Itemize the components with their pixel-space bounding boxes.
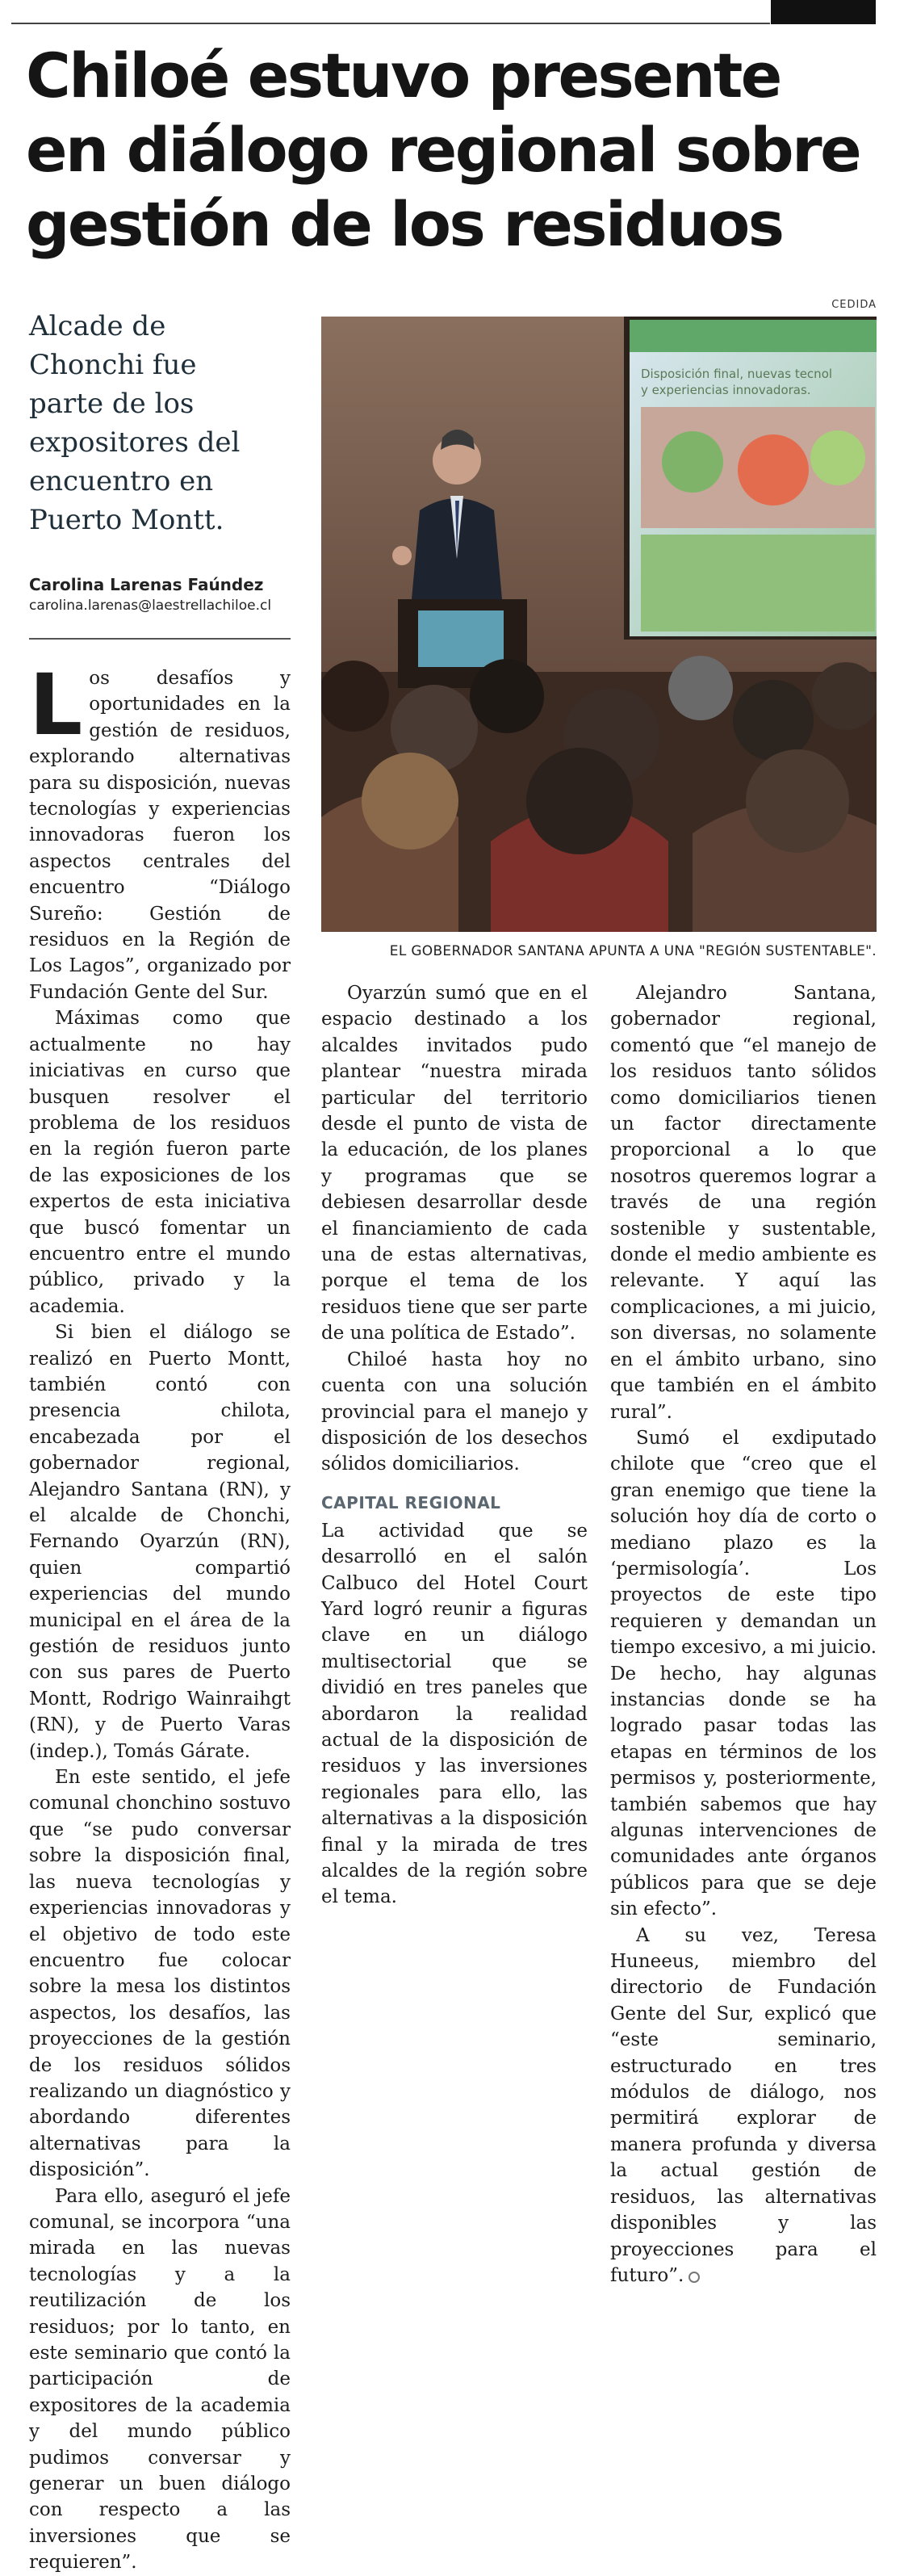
body-column-3 <box>610 980 877 2289</box>
paragraph-5: Para ello, aseguró el jefe comunal, se incorpora “una mirada en las nuevas tecnologías y a la reutilización de los residuos; por lo tanto, en este seminario que contó la participación de expositores de la academia y del mundo público pudimos conversar y generar un buen diálogo con respecto a las inversiones que se requieren”. <box>29 2185 291 2574</box>
photo-caption: EL GOBERNADOR SANTANA APUNTA A UNA "REGIÓN SUSTENTABLE". <box>389 943 877 959</box>
paragraph-3: Si bien el diálogo se realizó en Puerto Montt, también contó con presencia chilota, encabezada por el gobernador regional, Alejandro Santana (RN), y el alcalde de Chonchi, Fernando Oyarzún (RN), quien compartió experiencias del mundo municipal en el área de la gestión de residuos junto con sus pares de Puerto Montt, Rodrigo Wainraihgt (RN), y de Puerto Varas (indep.), Tomás Gárate. <box>29 1322 291 1762</box>
body-column-1 <box>29 656 291 2576</box>
paragraph-7: Chiloé hasta hoy no cuenta con una solución provincial para el manejo y disposición de los desechos sólidos domiciliarios. <box>321 1349 588 1475</box>
article-photo <box>321 317 877 932</box>
author-email: carolina.larenas@laestrellachiloe.cl <box>29 598 272 614</box>
paragraph-1-text: os desafíos y oportunidades en la gestión de residuos, explorando alternativas para su disposición, nuevas tecnologías y experiencias innovadoras fueron los aspectos centrales del encuentro “Diálogo Sureño: Gestión de residuos en la Región de Los Lagos”, organizado por Fundación Gente del Sur. <box>29 668 291 1003</box>
headline: Chiloé estuvo presente en diálogo regional sobre gestión de los residuos <box>26 40 860 260</box>
byline-rule <box>29 638 291 640</box>
paragraph-8: La actividad que se desarrolló en el salón Calbuco del Hotel Court Yard logró reunir a figuras clave en un diálogo multisectorial que se dividió en tres paneles que abordaron la realidad actual de la disposición de residuos y las inversiones regionales para ello, las alternativas a la disposición final y la mirada de tres alcaldes de la región sobre el tema. <box>321 1520 588 1908</box>
byline <box>29 573 295 615</box>
paragraph-2: Máximas como que actualmente no hay iniciativas en curso que busquen resolver el problema de los residuos en la región fueron parte de las exposiciones de los expertos de esta iniciativa que buscó fomentar un encuentro entre el mundo público, privado y la academia. <box>29 1008 291 1317</box>
paragraph-9: Alejandro Santana, gobernador regional, comentó que “el manejo de los residuos tanto sólidos como domiciliarios tienen un factor directamente proporcional a lo que nosotros queremos lograr a través de una región sostenible y sustentable, donde el medio ambiente es relevante. Y aquí las complicaciones, a mi juicio, son diversas, no solamente en el ámbito urbano, sino que también en el ámbito rural”. <box>610 983 877 1423</box>
end-mark-icon <box>688 2272 700 2283</box>
paragraph-4: En este sentido, el jefe comunal chonchino sostuvo que “se pudo conversar sobre la disposición final, las nueva tecnologías y experiencias innovadoras y el objetivo de todo este encuentro fue colocar sobre la mesa los distintos aspectos, los desafíos, las proyecciones de la gestión de los residuos sólidos realizando un diagnóstico y abordando diferentes alternativas para la disposición”. <box>29 1767 291 2181</box>
paragraph-11 <box>610 1923 877 2289</box>
photo-illustration <box>321 317 877 932</box>
author-name: Carolina Larenas Faúndez <box>29 575 264 594</box>
paragraph-10: Sumó el exdiputado chilote que “creo que el gran enemigo que tiene la solución hoy día de corto o mediano plazo es la ‘permisología’. Los proyectos de este tipo requieren y demandan un tiempo excesivo, a mi juicio. De hecho, hay algunas instancias donde se ha logrado pasar todas las etapas en términos de los permisos y, posteriormente, también sabemos que hay algunas intervenciones de comunidades ante órganos públicos para que se deje sin efecto”. <box>610 1427 877 1920</box>
section-tab-bar <box>771 0 876 24</box>
photo-credit: CEDIDA <box>831 299 877 311</box>
screen-slide-line-2: y experiencias innovadoras. <box>641 383 811 397</box>
standfirst: Alcade de Chonchi fue parte de los expositores del encuentro en Puerto Montt. <box>29 310 241 536</box>
paragraph-6: Oyarzún sumó que en el espacio destinado a los alcaldes invitados pudo plantear “nuestra mirada particular del territorio desde el punto de vista de la educación, de los planes y programas que se debiesen desarrollar desde el financiamiento de cada una de estas alternativas, porque el tema de los residuos tiene que ser parte de una política de Estado”. <box>321 983 588 1345</box>
paragraph-11-text: A su vez, Teresa Huneeus, miembro del directorio de Fundación Gente del Sur, explicó que “este seminario, estructurado en tres módulos de diálogo, nos permitirá explorar de manera profunda y diversa la actual gestión de residuos, las alternativas disponibles y las proyecciones para el futuro”. <box>610 1924 877 2286</box>
drop-cap: L <box>29 656 83 754</box>
paragraph-1 <box>29 656 291 1005</box>
body-column-2 <box>321 980 588 1911</box>
subhead: CAPITAL REGIONAL <box>321 1492 501 1512</box>
top-rule <box>11 23 770 24</box>
screen-slide-line-1: Disposición final, nuevas tecnol <box>641 367 833 381</box>
